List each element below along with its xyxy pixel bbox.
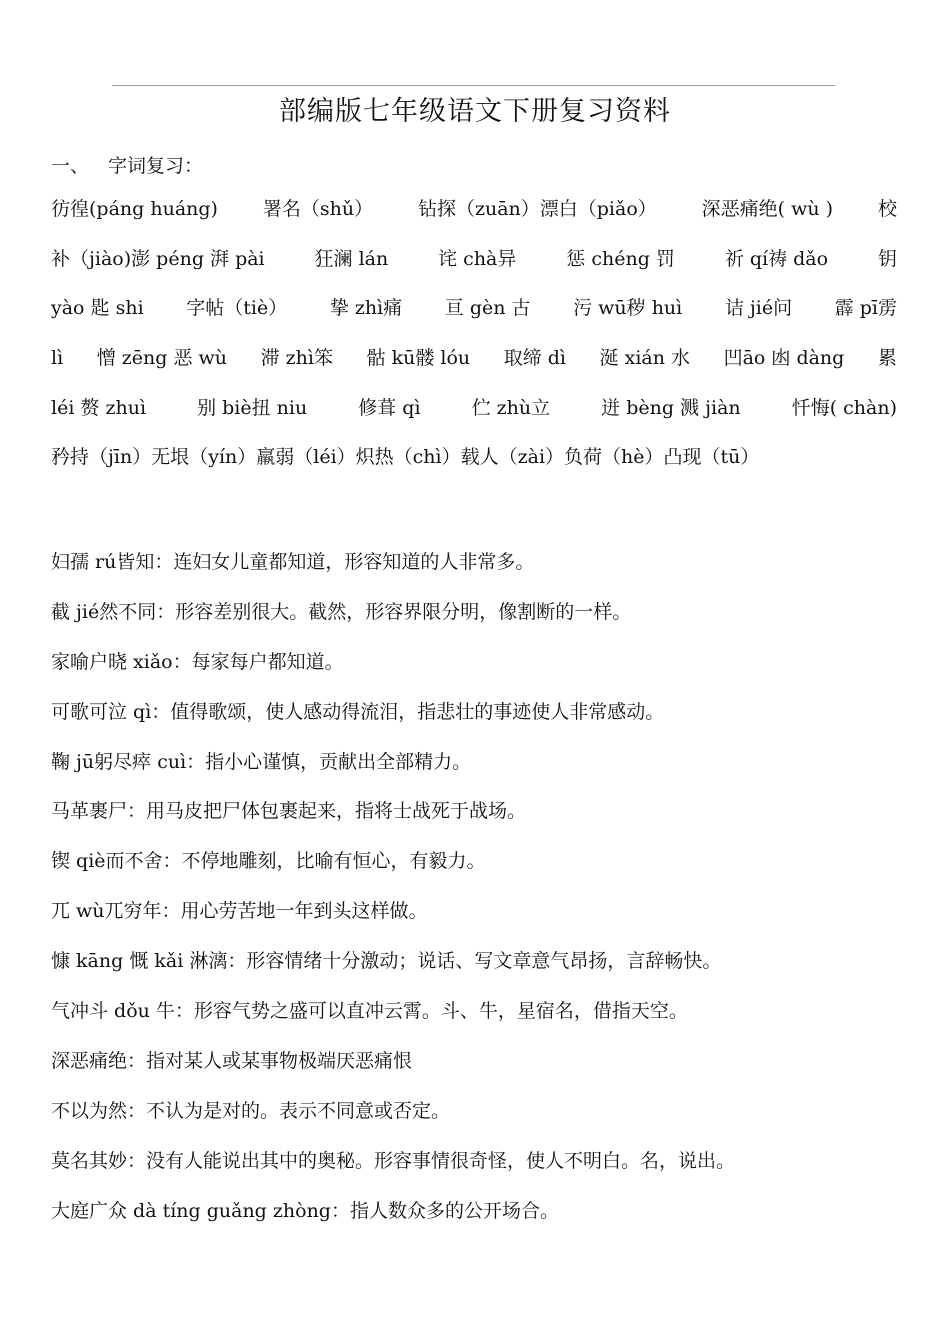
vocab-item: 污 wū秽 huì: [573, 297, 683, 320]
vocab-item: 深恶痛绝( wù ): [701, 198, 834, 220]
vocab-line: [51, 293, 897, 343]
idiom-entry: 鞠 jū躬尽瘁 cuì：指小心谨慎，贡献出全部精力。: [51, 750, 472, 773]
vocab-item: yào 匙 shi: [51, 297, 144, 320]
vocab-line: [51, 194, 897, 244]
header-rule: [112, 85, 835, 86]
vocab-item: 钻探（zuān）漂白（piǎo）: [417, 198, 657, 220]
section-heading: [51, 153, 203, 179]
document-title: 部编版七年级语文下册复习资料: [279, 96, 671, 127]
idiom-entry: 妇孺 rú皆知：连妇女儿童都知道，形容知道的人非常多。: [51, 551, 535, 573]
idiom-entry: 可歌可泣 qì：值得歌颂，使人感动得流泪，指悲壮的事迹使人非常感动。: [51, 700, 665, 723]
vocab-item: 取缔 dì: [503, 347, 566, 370]
vocab-item: 伫 zhù立: [471, 396, 551, 419]
idiom-entry: 锲 qiè而不舍：不停地雕刻，比喻有恒心，有毅力。: [51, 850, 486, 873]
vocab-item: 挚 zhì痛: [329, 297, 403, 320]
vocab-line: [51, 244, 897, 294]
idiom-entry: 不以为然：不认为是对的。表示不同意或否定。: [51, 1099, 451, 1122]
vocab-item: 凹āo 凼 dàng: [723, 347, 845, 370]
vocab-item: 祈 qí祷 dǎo: [724, 247, 829, 270]
vocab-item: 字帖（tiè）: [186, 297, 288, 320]
vocab-item: léi 赘 zhuì: [51, 396, 147, 419]
vocab-item: lì: [51, 347, 64, 370]
section-number: 一、: [51, 155, 90, 177]
vocab-item: 矜持（jīn）无垠（yín）羸弱（léi）炽热（chì）载人（zài）负荷（hè）凸现（tū）: [51, 446, 760, 469]
vocab-item: 钥: [877, 247, 897, 270]
idiom-entry: 截 jié然不同：形容差别很大。截然，形容界限分明，像割断的一样。: [51, 600, 632, 623]
vocab-item: 署名（shǔ）: [262, 198, 374, 220]
vocabulary-list: [51, 194, 897, 492]
vocab-item: 惩 chéng 罚: [566, 247, 675, 270]
vocab-item: 别 biè扭 niu: [197, 396, 308, 419]
vocab-line: [51, 393, 897, 443]
idiom-entry: 兀 wù兀穷年：用心劳苦地一年到头这样做。: [51, 900, 428, 923]
vocab-item: 累: [877, 347, 897, 370]
vocab-item: 狂澜 lán: [314, 247, 389, 270]
vocab-item: 诘 jié问: [724, 297, 793, 320]
section-title: 字词复习：: [108, 155, 204, 177]
vocab-item: 憎 zēng 恶 wù: [96, 347, 228, 370]
vocab-item: 忏悔( chàn): [791, 396, 897, 419]
idiom-entry: 家喻户晓 xiǎo：每家每户都知道。: [51, 650, 344, 673]
vocab-item: 校: [877, 198, 897, 220]
idiom-entry: 深恶痛绝：指对某人或某事物极端厌恶痛恨: [51, 1049, 413, 1072]
vocab-item: 迸 bèng 溅 jiàn: [601, 396, 741, 419]
vocab-line: [51, 442, 897, 492]
vocab-item: 亘 gèn 古: [444, 297, 531, 320]
idiom-entry: 大庭广众 dà tíng guǎng zhòng：指人数众多的公开场合。: [51, 1199, 559, 1222]
idiom-entry: 慷 kāng 慨 kǎi 淋漓：形容情绪十分激动；说话、写文章意气昂扬，言辞畅快。: [51, 950, 722, 973]
vocab-item: 涎 xián 水: [599, 347, 691, 370]
vocab-item: 修葺 qì: [358, 396, 421, 419]
vocab-item: 补（jiào)澎 péng 湃 pài: [51, 247, 265, 270]
idiom-entry: 莫名其妙：没有人能说出其中的奥秘。形容事情很奇怪，使人不明白。名，说出。: [51, 1149, 736, 1172]
idiom-entry: 气冲斗 dǒu 牛：形容气势之盛可以直冲云霄。斗、牛，星宿名，借指天空。: [51, 1000, 688, 1023]
vocab-item: 彷徨(páng huáng): [51, 198, 218, 220]
vocab-item: 骷 kū髅 lóu: [366, 347, 471, 370]
vocab-line: [51, 343, 897, 393]
vocab-item: 霹 pī雳: [834, 297, 897, 320]
idiom-definitions: [51, 547, 911, 1245]
vocab-item: 诧 chà异: [438, 247, 517, 270]
idiom-entry: 马革裹尸：用马皮把尸体包裹起来，指将士战死于战场。: [51, 800, 527, 823]
vocab-item: 滞 zhì笨: [260, 347, 333, 370]
